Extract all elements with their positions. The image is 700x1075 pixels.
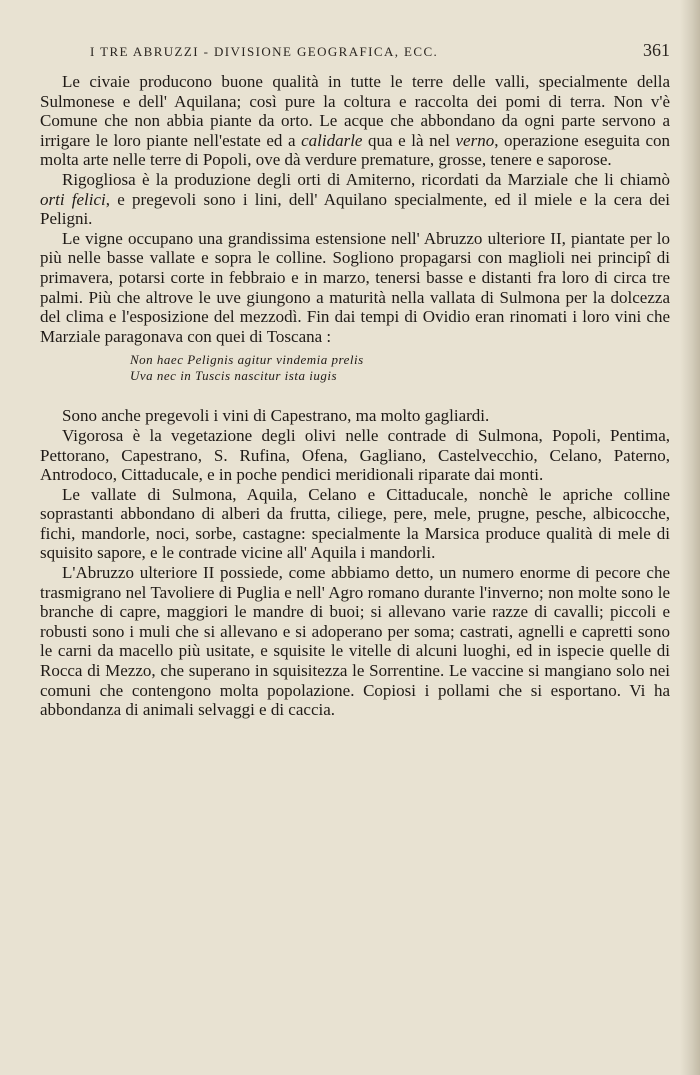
- running-head: I TRE ABRUZZI - DIVISIONE GEOGRAFICA, ECC.: [90, 44, 439, 59]
- text-run: Le civaie producono buone qualità in tutte le terre delle valli, specialmente della Sulmonese e dell' Aquilana; così pure la coltura e raccolta dei pomi di terra. Non v'è Comune che non abbia piante da orto. Le acque che abbondano da ogni parte servono a irrigare le loro piante nell'estate ed a: [40, 72, 670, 150]
- latin-quotation: [40, 352, 670, 384]
- paragraph: [40, 170, 670, 229]
- paragraph: [40, 72, 670, 170]
- italic-term: orti felici: [40, 189, 106, 209]
- body-text: [40, 72, 670, 720]
- page-edge-shadow: [680, 0, 700, 1075]
- paragraph: Sono anche pregevoli i vini di Capestrano, ma molto gagliardi.: [62, 406, 490, 426]
- paragraph: Le vigne occupano una grandissima estensione nell' Abruzzo ulteriore II, piantate per lo più nelle basse vallate e sopra le colline. Sogliono propagarsi con maglioli nei principî di primavera, potarsi corte in febbraio e in marzo, tenersi basse e distanti fra loro di circa tre palmi. Più che altrove le uve giungono a maturità nella vallata di Sulmona per la dolcezza del clima e l'esposizione del mezzodì. Fin dai tempi di Ovidio eran rinomati i loro vini che Marziale paragonava con quei di Toscana :: [40, 228, 670, 346]
- paragraph: Vigorosa è la vegetazione degli olivi nelle contrade di Sulmona, Popoli, Pentima, Pettorano, Capestrano, S. Rufina, Ofena, Gagliano, Castelvecchio, Celano, Paterno, Antrodoco, Cittaducale, e in poche pendici meridionali riparate dai monti.: [40, 425, 670, 485]
- text-run: qua e là nel: [362, 130, 456, 150]
- page-header: [40, 36, 670, 64]
- paragraph: Le vallate di Sulmona, Aquila, Celano e Cittaducale, nonchè le apriche colline soprastanti abbondano di alberi da frutta, ciliege, pere, mele, prugne, pesche, albicocche, fichi, mandorle, noci, sorbe, castagne: specialmente la Marsica produce qualità di mele di squisito sapore, e le contrade vicine all' Aquila i mandorli.: [40, 484, 670, 563]
- paragraph: L'Abruzzo ulteriore II possiede, come abbiamo detto, un numero enorme di pecore che trasmigrano nel Tavoliere di Puglia e nell' Agro romano durante l'inverno; non molte sono le branche di capre, maggiori le mandre di buoi; si allevano varie razze di cavalli; piccoli e robusti sono i muli che si allevano e si adoperano per soma; castrati, agnelli e capretti sono le carni da macello più usitate, e squisite le vitelle di alcuni luoghi, ed in ispecie quelle di Rocca di Mezzo, che superano in squisitezza le Sorrentine. Le vaccine si mangiano solo nei comuni che contengono molta popolazione. Copiosi i pollami che si esportano. Vi ha abbondanza di animali selvaggi e di caccia.: [40, 563, 670, 720]
- quote-line: Non haec Pelignis agitur vindemia prelis: [130, 352, 364, 368]
- page-number: 361: [643, 40, 670, 60]
- text-run: , e pregevoli sono i lini, dell' Aquilano specialmente, ed il miele e la cera dei Peligni.: [40, 189, 670, 229]
- text-run: Rigogliosa è la produzione degli orti di Amiterno, ricordati da Marziale che li chiamò: [62, 169, 670, 189]
- quote-line: Uva nec in Tuscis nascitur ista iugis: [130, 368, 337, 384]
- italic-term: verno: [455, 130, 495, 150]
- italic-term: calidarle: [301, 130, 363, 150]
- text-run: , operazione eseguita con molta arte nelle terre di Popoli, ove dà verdure premature, grosse, tenere e saporose.: [40, 130, 671, 170]
